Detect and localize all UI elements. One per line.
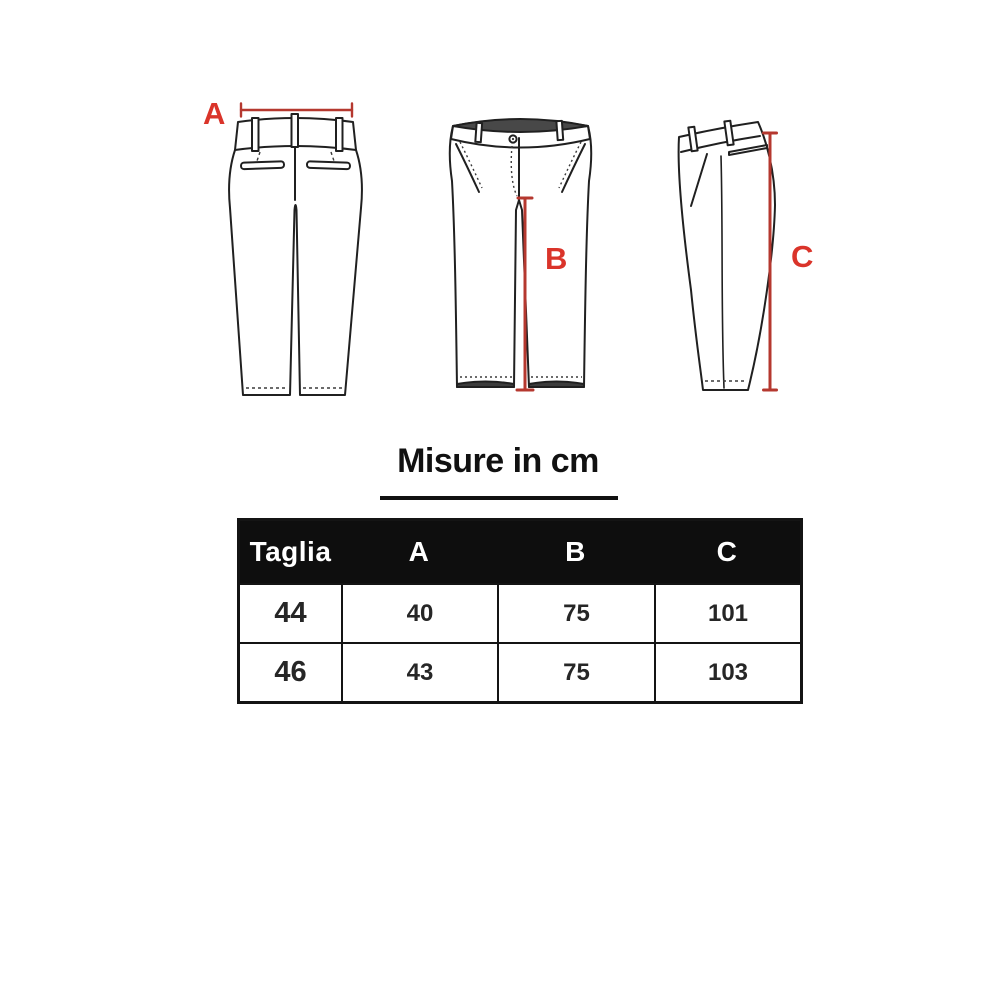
belt-loop [252,118,259,151]
size-table-row-44 [240,583,800,642]
header-cell-c: C [716,536,738,567]
header-cell-b: B [565,536,586,567]
measure-label-b: B [545,241,568,276]
chart-title-wrap [298,442,698,481]
pants-back-view-drawing [198,92,370,412]
back-pocket [241,161,284,169]
belt-loop [475,123,482,142]
cell-taglia: 46 [274,656,307,688]
belt-loop [556,121,563,140]
cell-b: 75 [497,644,654,701]
waist-interior-shadow [453,119,588,132]
header-cell-taglia: Taglia [249,536,332,567]
header-cell-a: A [408,536,430,567]
cell-c: 101 [654,585,800,642]
cell-c: 103 [654,644,800,701]
title-underline [380,496,618,500]
size-table-row-46 [240,642,800,701]
belt-loop [292,114,299,147]
pants-side-outline [679,121,775,390]
pants-front-outline [450,119,591,387]
cell-a: 43 [341,644,497,701]
cell-a: 40 [341,585,497,642]
page-title: Misure in cm [397,442,599,480]
size-table-header-row [240,521,800,583]
cell-b: 75 [497,585,654,642]
size-table [237,518,803,704]
cell-taglia: 44 [274,597,307,629]
measure-label-a: A [203,96,226,131]
back-pocket [307,161,350,169]
belt-loop [336,118,343,151]
measure-label-c: C [791,239,814,274]
hem-interior-shadow [529,382,584,388]
hem-interior-shadow [457,382,514,388]
pants-front-view-drawing [443,106,598,398]
pants-back-outline [229,114,362,395]
